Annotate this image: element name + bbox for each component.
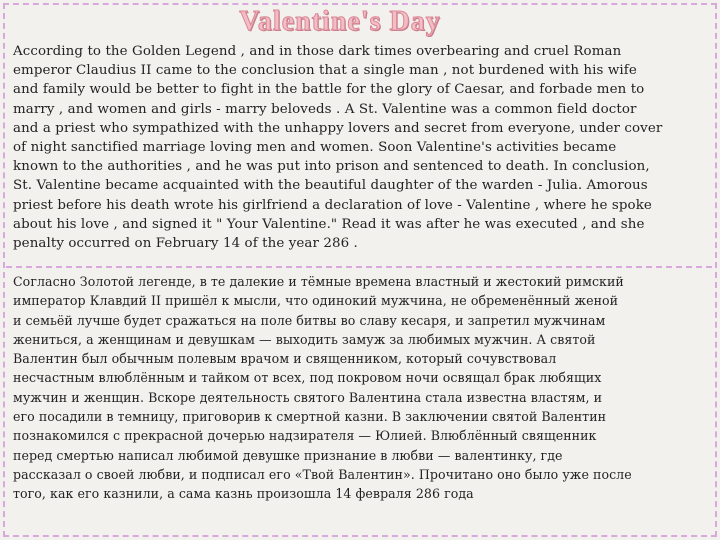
english-line: known to the authorities , and he was put into prison and sentenced to death. In conclusion,	[13, 159, 650, 175]
russian-line: и семьёй лучше будет сражаться на поле битвы во славу кесаря, и запретил мужчинам	[13, 312, 606, 328]
russian-line: Согласно Золотой легенде, в те далекие и тёмные времена властный и жестокий римский	[13, 274, 624, 289]
russian-paragraph	[13, 272, 713, 504]
russian-line: император Клавдий II пришёл к мысли, что одинокий мужчина, не обременённый женой	[13, 293, 619, 309]
russian-line: несчастным влюблённым и тайком от всех, под покровом ночи освящал брак любящих	[13, 370, 602, 386]
english-line: and family would be better to fight in the battle for the glory of Caesar, and forbade men to	[13, 82, 645, 98]
russian-line: рассказал о своей любви, и подписал его «Твой Валентин». Прочитано оно было уже после	[13, 466, 632, 482]
english-line: of night sanctified marriage loving men and women. Soon Valentine's activities became	[13, 140, 617, 156]
english-line: priest before his death wrote his girlfriend a declaration of love - Valentine , where he spoke	[13, 197, 652, 213]
russian-line: мужчин и женщин. Вскоре деятельность святого Валентина стала известна властям, и	[13, 389, 603, 405]
english-line: marry , and women and girls - marry beloveds . A St. Valentine was a common field doctor	[13, 101, 637, 117]
section-divider	[6, 266, 712, 268]
english-line: emperor Claudius II came to the conclusion that a single man , not burdened with his wife	[13, 63, 637, 79]
russian-line: того, как его казнили, а сама казнь произошла 14 февраля 286 года	[13, 486, 474, 502]
russian-line: жениться, а женщинам и девушкам — выходить замуж за любимых мужчин. А святой	[13, 331, 596, 347]
english-line: about his love , and signed it " Your Valentine." Read it was after he was executed , and she	[13, 216, 645, 232]
russian-line: Валентин был обычным полевым врачом и священником, который сочувствовал	[13, 351, 557, 367]
english-line: According to the Golden Legend , and in those dark times overbearing and cruel Roman	[13, 44, 622, 59]
english-line: and a priest who sympathized with the unhappy lovers and secret from everyone, under cover	[13, 120, 663, 136]
russian-line: перед смертью написал любимой девушке признание в любви — валентинку, где	[13, 447, 563, 463]
russian-line: познакомился с прекрасной дочерью надзирателя — Юлией. Влюблённый священник	[13, 428, 597, 444]
english-line: St. Valentine became acquainted with the beautiful daughter of the warden - Julia. Amorous	[13, 178, 648, 194]
page-title: Valentine's Day	[239, 6, 441, 37]
russian-line: его посадили в темницу, приговорив к смертной казни. В заключении святой Валентин	[13, 409, 607, 425]
english-paragraph	[13, 42, 713, 253]
english-line: penalty occurred on February 14 of the year 286 .	[13, 236, 358, 252]
